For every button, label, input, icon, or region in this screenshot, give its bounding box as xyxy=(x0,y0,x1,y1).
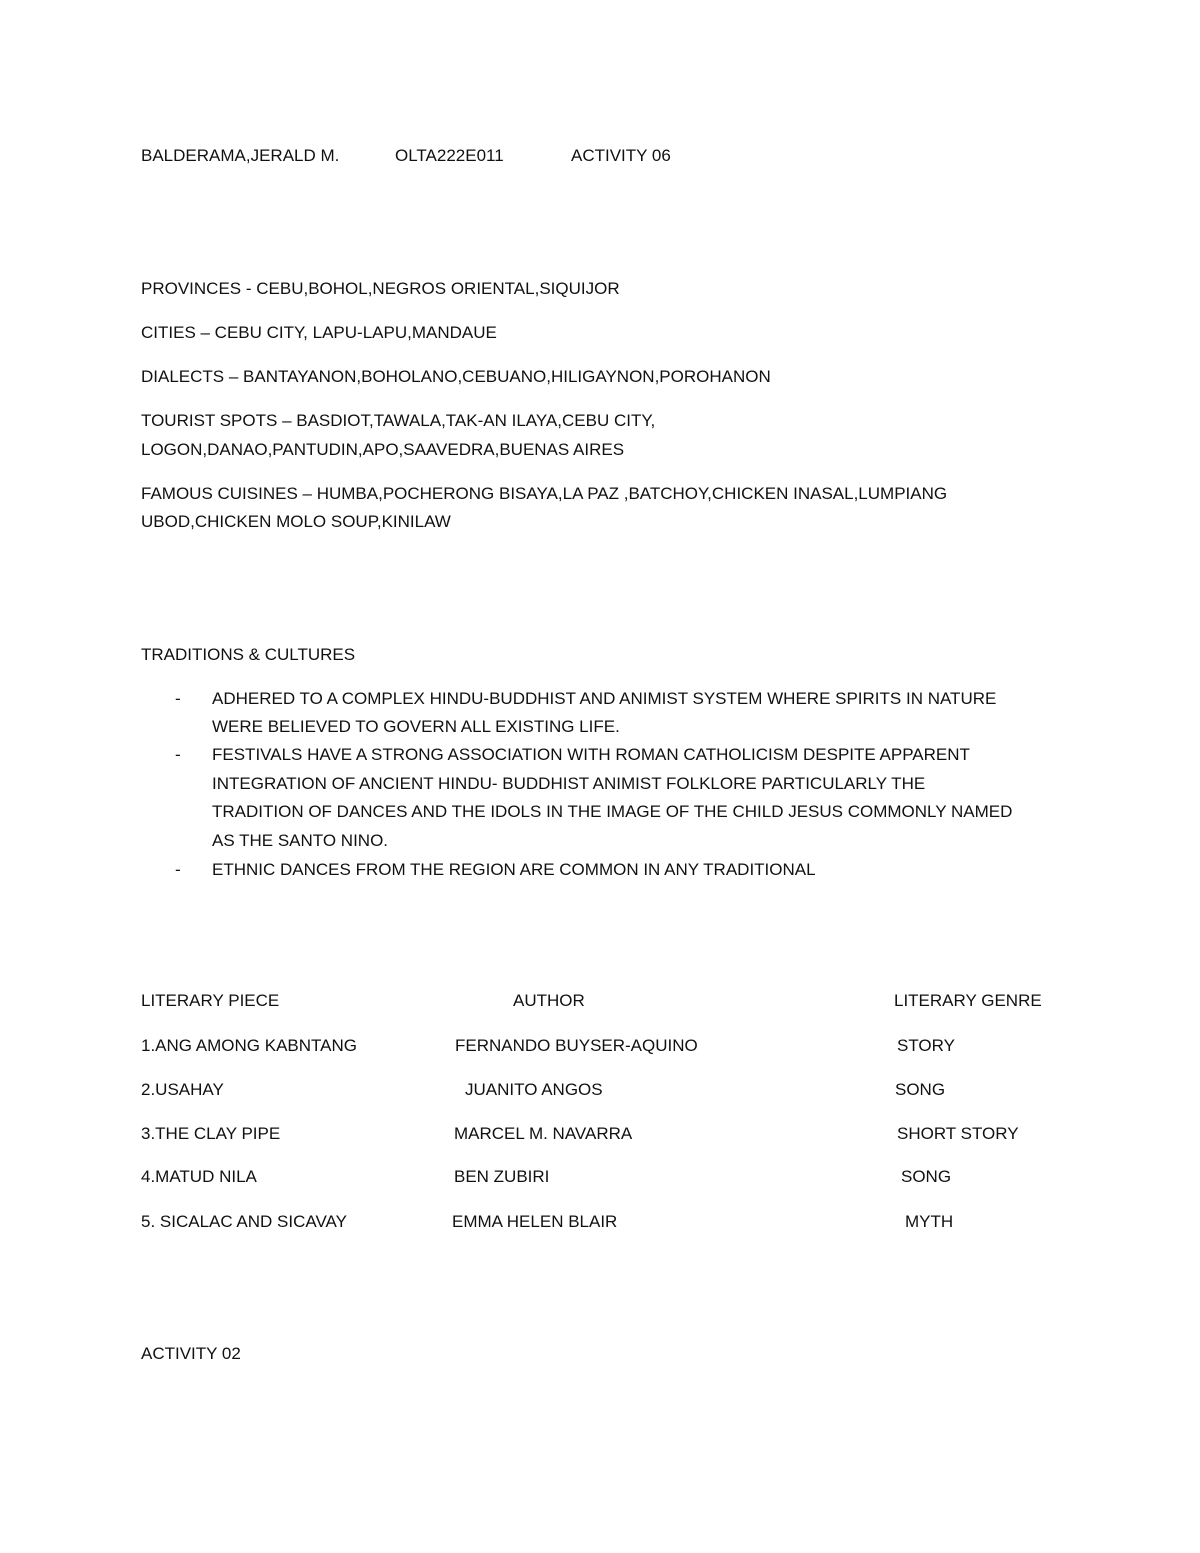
table-cell-genre: SONG xyxy=(901,1167,952,1186)
provinces-line: PROVINCES - CEBU,BOHOL,NEGROS ORIENTAL,SIQUIJOR xyxy=(141,279,620,298)
column-header-piece: LITERARY PIECE xyxy=(141,991,280,1010)
table-cell-author: JUANITO ANGOS xyxy=(465,1080,603,1099)
activity-title: ACTIVITY 06 xyxy=(571,146,671,165)
bullet-dash: - xyxy=(175,689,181,708)
table-cell-piece: 2.USAHAY xyxy=(141,1080,224,1099)
tourist-spots-line-2: LOGON,DANAO,PANTUDIN,APO,SAAVEDRA,BUENAS AIRES xyxy=(141,440,625,459)
list-item-line: INTEGRATION OF ANCIENT HINDU- BUDDHIST ANIMIST FOLKLORE PARTICULARLY THE xyxy=(212,774,926,793)
table-cell-author: FERNANDO BUYSER-AQUINO xyxy=(455,1036,698,1055)
table-cell-genre: SHORT STORY xyxy=(897,1124,1019,1143)
student-name: BALDERAMA,JERALD M. xyxy=(141,146,340,165)
cities-line: CITIES – CEBU CITY, LAPU-LAPU,MANDAUE xyxy=(141,323,497,342)
table-cell-author: MARCEL M. NAVARRA xyxy=(454,1124,633,1143)
cuisines-line-2: UBOD,CHICKEN MOLO SOUP,KINILAW xyxy=(141,512,451,531)
list-item-line: TRADITION OF DANCES AND THE IDOLS IN THE IMAGE OF THE CHILD JESUS COMMONLY NAMED xyxy=(212,802,1013,821)
bullet-dash: - xyxy=(175,860,181,879)
student-code: OLTA222E011 xyxy=(395,146,504,165)
column-header-genre: LITERARY GENRE xyxy=(894,991,1042,1010)
table-cell-author: EMMA HELEN BLAIR xyxy=(452,1212,618,1231)
table-cell-piece: 3.THE CLAY PIPE xyxy=(141,1124,281,1143)
table-cell-author: BEN ZUBIRI xyxy=(454,1167,550,1186)
bullet-dash: - xyxy=(175,745,181,764)
list-item-line: AS THE SANTO NINO. xyxy=(212,831,389,850)
table-cell-genre: STORY xyxy=(897,1036,955,1055)
traditions-heading: TRADITIONS & CULTURES xyxy=(141,645,356,664)
table-cell-genre: MYTH xyxy=(905,1212,954,1231)
table-cell-piece: 1.ANG AMONG KABNTANG xyxy=(141,1036,358,1055)
table-cell-genre: SONG xyxy=(895,1080,946,1099)
list-item-line: FESTIVALS HAVE A STRONG ASSOCIATION WITH ROMAN CATHOLICISM DESPITE APPARENT xyxy=(212,745,970,764)
cuisines-line-1: FAMOUS CUISINES – HUMBA,POCHERONG BISAYA,LA PAZ ,BATCHOY,CHICKEN INASAL,LUMPIANG xyxy=(141,484,948,503)
list-item-line: ETHNIC DANCES FROM THE REGION ARE COMMON IN ANY TRADITIONAL xyxy=(212,860,816,879)
list-item-line: WERE BELIEVED TO GOVERN ALL EXISTING LIFE. xyxy=(212,717,620,736)
table-cell-piece: 5. SICALAC AND SICAVAY xyxy=(141,1212,347,1231)
dialects-line: DIALECTS – BANTAYANON,BOHOLANO,CEBUANO,HILIGAYNON,POROHANON xyxy=(141,367,771,386)
list-item-line: ADHERED TO A COMPLEX HINDU-BUDDHIST AND ANIMIST SYSTEM WHERE SPIRITS IN NATURE xyxy=(212,689,997,708)
table-cell-piece: 4.MATUD NILA xyxy=(141,1167,257,1186)
activity-02-heading: ACTIVITY 02 xyxy=(141,1344,241,1363)
column-header-author: AUTHOR xyxy=(513,991,585,1010)
tourist-spots-line-1: TOURIST SPOTS – BASDIOT,TAWALA,TAK-AN ILAYA,CEBU CITY, xyxy=(141,411,656,430)
